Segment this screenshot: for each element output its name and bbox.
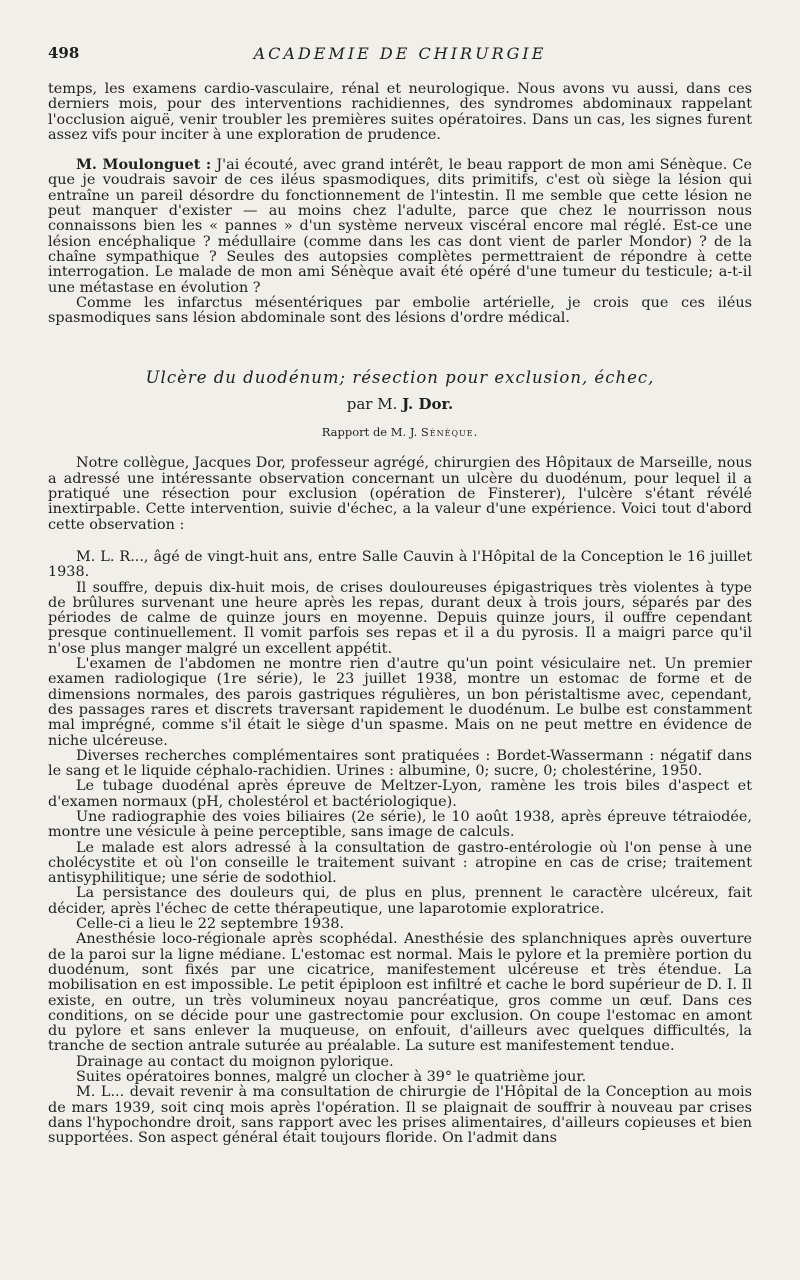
body-paragraph: Il souffre, depuis dix-huit mois, de crises douloureuses épigastriques très violentes à type de brûlures survenant une heure après les repas, durant deux à trois jours, séparés par des périodes de calme de quinze jours en moyenne. Depuis quinze jours, il ouffre cependant presque continuellement. Il vomit parfois ses repas et il a du pyrosis. Il a maigri parce qu'il n'ose plus manger malgré un excellent appétit. [48, 579, 752, 657]
discussion-paragraph [48, 157, 752, 296]
reporter-name: Sénèque. [420, 425, 479, 440]
running-header [48, 40, 752, 80]
body-paragraph: Suites opératoires bonnes, malgré un clocher à 39° le quatrième jour. [76, 1069, 587, 1086]
body-paragraph: Diverses recherches complémentaires sont pratiquées : Bordet-Wassermann : négatif dans le sang et le liquide céphalo-rachidien. Urines : albumine, 0; sucre, 0; cholestérine, 1950. [48, 747, 752, 780]
body-paragraph: La persistance des douleurs qui, de plus en plus, prennent le caractère ulcéreux, fait décider, après l'échec de cette thérapeutique, une laparotomie exploratrice. [48, 885, 752, 917]
speaker-name: M. Moulonguet : [76, 156, 212, 174]
page-number: 498 [48, 44, 80, 62]
body-paragraph: Une radiographie des voies biliaires (2e série), le 10 août 1938, après épreuve tétraiodée, montre une vésicule à peine perceptible, sans image de calculs. [48, 808, 752, 841]
intro-continuation-paragraph: temps, les examens cardio-vasculaire, rénal et neurologique. Nous avons vu aussi, dans ces derniers mois, pour des interventions rachidiennes, des syndromes abdominaux rappelant l'occlusion aiguë, venir troubler les premières suites opératoires. Dans un cas, les signes furent assez vifs pour inciter à une exploration de prudence. [48, 81, 752, 143]
body-paragraph: Notre collègue, Jacques Dor, professeur agrégé, chirurgien des Hôpitaux de Marseille, nous a adressé une intéressante observation concernant un ulcère du duodénum, pour lequel il a pratiqué une résection pour exclusion (opération de Finsterer), l'ulcère s'étant révélé inextirpable. Cette intervention, suivie d'échec, a la valeur d'une expérience. Voici tout d'abord cette observation : [48, 455, 752, 533]
discussion-conclusion-paragraph: Comme les infarctus mésentériques par embolie artérielle, je crois que ces iléus spasmodiques sans lésion abdominale sont des lésions d'ordre médical. [48, 294, 752, 327]
body-paragraph: M. L... devait revenir à ma consultation de chirurgie de l'Hôpital de la Conception au mois de mars 1939, soit cinq mois après l'opération. Il se plaignait de souffrir à nouveau par crises dans l'hypochondre droit, sans rapport avec les prises alimentaires, d'ailleurs copieuses et bien supportées. Son aspect général était toujours floride. On l'admit dans [48, 1084, 752, 1147]
article-byline [48, 395, 752, 413]
report-prefix: Rapport de M. J. [321, 425, 418, 440]
author-name: J. Dor. [402, 395, 454, 414]
report-line [48, 425, 752, 439]
body-paragraph: Le tubage duodénal après épreuve de Meltzer-Lyon, ramène les trois biles d'aspect et d'examen normaux (pH, cholestérol et bactériologique). [48, 778, 752, 810]
body-paragraph: Drainage au contact du moignon pylorique. [76, 1053, 394, 1070]
body-paragraph: Le malade est alors adressé à la consultation de gastro-entérologie où l'on pense à une cholécystite et où l'on conseille le traitement suivant : atropine en cas de crise; traitement antisyphilitique; une série de sodothiol. [48, 839, 752, 887]
body-paragraph: L'examen de l'abdomen ne montre rien d'autre qu'un point vésiculaire net. Un premier examen radiologique (1re série), le 23 juillet 1938, montre un estomac de forme et de dimensions normales, des parois gastriques régulières, un bon péristaltisme avec, cependant, des passages rares et discrets traversant rapidement le duodénum. Le bulbe est constamment mal imprégné, comme s'il était le siège d'un spasme. Mais on ne peut mettre en évidence de niche ulcéreuse. [48, 656, 752, 749]
journal-title: ACADEMIE DE CHIRURGIE [253, 44, 547, 63]
body-paragraph: M. L. R..., âgé de vingt-huit ans, entre Salle Cauvin à l'Hôpital de la Conception le 16 juillet 1938. [48, 548, 752, 581]
article-title: Ulcère du duodénum; résection pour exclusion, échec, [145, 368, 655, 388]
discussion-text: J'ai écouté, avec grand intérêt, le beau rapport de mon ami Sénèque. Ce que je voudrais savoir de ces iléus spasmodiques, dits primitifs, c'est où siège la lésion qui entraîne un pareil désordre du fonctionnement de l'intestin. Il me semble que cette lésion ne peut manquer d'exister — au moins chez l'adulte, parce que chez le nourrisson nous connaissons bien les « pannes » d'un système nerveux viscéral encore mal réglé. Est-ce une lésion encéphalique ? médullaire (comme dans les cas dont vient de parler Mondor) ? de la chaîne sympathique ? Seules des autopsies complètes permettraient de répondre à cette interrogation. Le malade de mon ami Sénèque avait été opéré d'une tumeur du testicule; a-t-il une métastase en évolution ? [48, 157, 752, 296]
body-paragraph: Anesthésie loco-régionale après scophédal. Anesthésie des splanchniques après ouverture de la paroi sur la ligne médiane. L'estomac est normal. Mais le pylore et la première portion du duodénum, sont fixés par une cicatrice, manifestement ulcéreuse et très étendue. La mobilisation en est impossible. Le petit épiploon est infiltré et cache le bord supérieur de D. I. Il existe, en outre, un très volumineux noyau pancréatique, gros comme un œuf. Dans ces conditions, on se décide pour une gastrectomie pour exclusion. On coupe l'estomac en amont du pylore et sans enlever la muqueuse, on enfouit, d'ailleurs avec quelques difficultés, la tranche de section antrale suturée au préalable. La suture est manifestement tendue. [48, 931, 752, 1055]
byline-prefix: par M. [346, 395, 398, 414]
body-paragraph: Celle-ci a lieu le 22 septembre 1938. [76, 916, 345, 933]
